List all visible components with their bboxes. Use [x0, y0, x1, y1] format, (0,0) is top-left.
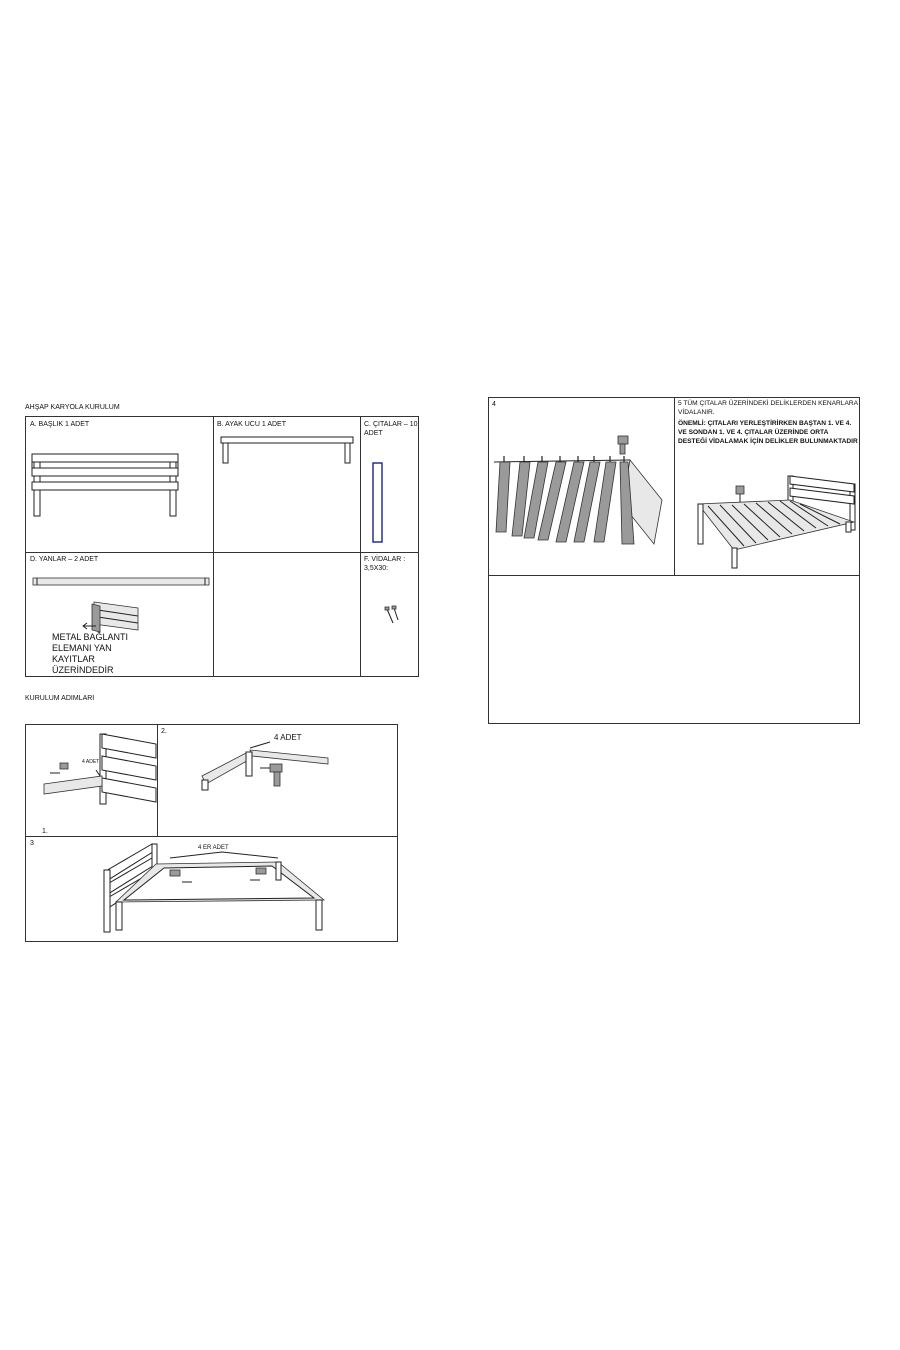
bracket-note-line: METAL BAĞLANTI: [52, 632, 129, 642]
document-title: AHŞAP KARYOLA KURULUM: [25, 404, 120, 411]
step5-drawing: [694, 470, 856, 570]
side-rail-drawing: [32, 574, 212, 590]
step1-note: 4 ADET: [82, 759, 100, 765]
part-c-label-line1: C. ÇITALAR – 10: [364, 421, 418, 428]
screws-drawing: [383, 605, 403, 627]
step1-drawing: [40, 730, 158, 830]
step3-label: 3: [30, 840, 34, 847]
step3-note: 4 ER ADET: [198, 845, 229, 851]
step5-text: 5 TÜM ÇITALAR ÜZERİNDEKİ DELİKLERDEN KENARLARA VİDALANIR.: [678, 400, 858, 416]
table-divider: [674, 397, 675, 575]
slat-drawing: [372, 462, 384, 544]
part-f-label-line2: 3,5X30:: [364, 565, 389, 572]
step5-important: ÖNEMLİ: ÇITALARI YERLEŞTİRİRKEN BAŞTAN 1. VE 4. VE SONDAN 1. VE 4. ÇITALAR ÜZERİNDE ORTA DESTEĞİ VİDALAMAK İÇİN DELİKLER BULUNMAKTADIR: [678, 420, 858, 445]
footboard-drawing: [220, 435, 355, 465]
bracket-note-line: ÜZERİNDEDİR: [52, 665, 114, 675]
table-divider: [213, 416, 214, 677]
table-divider: [360, 416, 361, 677]
table-divider: [25, 836, 398, 837]
bracket-note-line: KAYITLAR: [52, 654, 95, 664]
step4-label: 4: [492, 401, 496, 408]
step3-drawing: [100, 840, 335, 935]
step2-note: 4 ADET: [274, 733, 302, 742]
steps-title: KURULUM ADIMLARI: [25, 695, 95, 702]
part-d-label: D. YANLAR – 2 ADET: [30, 556, 99, 563]
step2-label: 2.: [161, 728, 167, 735]
bracket-note: [52, 632, 128, 676]
step2-drawing: [200, 742, 330, 792]
table-divider: [488, 575, 860, 576]
bracket-note-line: ELEMANI YAN: [52, 643, 112, 653]
slat-row: [496, 462, 634, 544]
headboard-drawing: [30, 450, 180, 520]
table-divider: [25, 552, 419, 553]
part-a-label: A. BAŞLIK 1 ADET: [30, 421, 90, 428]
step4-drawing: [494, 432, 664, 544]
part-b-label: B. AYAK UCU 1 ADET: [217, 421, 286, 428]
part-f-label-line1: F. VİDALAR :: [364, 556, 406, 563]
step1-label: 1.: [42, 828, 48, 835]
part-c-label-line2: ADET: [364, 430, 383, 437]
